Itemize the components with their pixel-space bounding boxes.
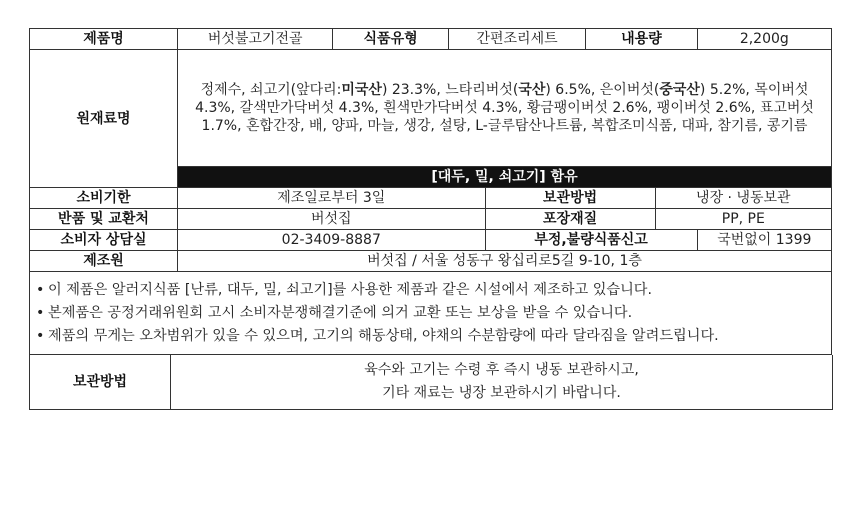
- notice-item: • 이 제품은 알러지식품 [난류, 대두, 밀, 쇠고기]를 사용한 제품과 같은 시설에서 제조하고 있습니다.: [36, 279, 825, 302]
- food-type: 간편조리세트: [448, 29, 586, 50]
- storage-method-label: 보관방법: [485, 188, 655, 209]
- row-ingredients: [30, 50, 832, 167]
- return-label: 반품 및 교환처: [30, 209, 178, 230]
- row-maker: [30, 251, 832, 272]
- product-label-sheet: [29, 28, 832, 410]
- consult-phone: 02-3409-8887: [178, 230, 486, 251]
- report-value: 국번없이 1399: [697, 230, 831, 251]
- product-name-label: 제품명: [30, 29, 178, 50]
- row-expiry: [30, 188, 832, 209]
- notice-item: • 본제품은 공정거래위원회 고시 소비자분쟁해결기준에 의거 교환 또는 보상을 받을 수 있습니다.: [36, 302, 825, 325]
- notice-item: • 제품의 무게는 오차범위가 있을 수 있으며, 고기의 해동상태, 야채의 수분함량에 따라 달라짐을 알려드립니다.: [36, 325, 825, 348]
- origin-korea: 국산: [518, 82, 546, 98]
- packaging-label: 포장재질: [485, 209, 655, 230]
- expiry-label: 소비기한: [30, 188, 178, 209]
- origin-china: 중국산: [659, 82, 700, 98]
- product-info-table: [29, 28, 832, 272]
- row-return: [30, 209, 832, 230]
- return-value: 버섯집: [178, 209, 486, 230]
- volume: 2,200g: [697, 29, 831, 50]
- maker-label: 제조원: [30, 251, 178, 272]
- ingredients-label: 원재료명: [30, 50, 178, 188]
- storage-box-text: [171, 355, 833, 410]
- storage-line-2: 기타 재료는 냉장 보관하시기 바랍니다.: [382, 385, 621, 401]
- notice-list: [29, 272, 832, 355]
- food-type-label: 식품유형: [333, 29, 448, 50]
- storage-method-value: 냉장 · 냉동보관: [655, 188, 831, 209]
- ingredients-text: 정제수, 쇠고기(앞다리:미국산) 23.3%, 느타리버섯(국산) 6.5%, 은이버섯(중국산) 5.2%, 목이버섯 4.3%, 갈색만가닥버섯 4.3%, 흰색만가닥버섯 4.3%, 황금팽이버섯 2.6%, 팽이버섯 2.6%, 표고버섯 1.7%, 혼합간장, 배, 양파, 마늘, 생강, 설탕, L-글루탐산나트륨, 복합조미식품, 대파, 참기름, 콩기름: [178, 50, 832, 167]
- expiry-value: 제조일로부터 3일: [178, 188, 486, 209]
- storage-line-1: 육수와 고기는 수령 후 즉시 냉동 보관하시고,: [364, 362, 639, 378]
- row-consult: [30, 230, 832, 251]
- maker-value: 버섯집 / 서울 성동구 왕십리로5길 9-10, 1층: [178, 251, 832, 272]
- consult-label: 소비자 상담실: [30, 230, 178, 251]
- origin-usa: 미국산: [341, 82, 382, 98]
- storage-box-label: 보관방법: [30, 355, 171, 410]
- report-label: 부정,불량식품신고: [485, 230, 697, 251]
- row-product: [30, 29, 832, 50]
- volume-label: 내용량: [586, 29, 697, 50]
- storage-box: [29, 355, 833, 410]
- allergen-bar: [대두, 밀, 쇠고기] 함유: [178, 167, 832, 188]
- product-name: 버섯불고기전골: [178, 29, 333, 50]
- packaging-value: PP, PE: [655, 209, 831, 230]
